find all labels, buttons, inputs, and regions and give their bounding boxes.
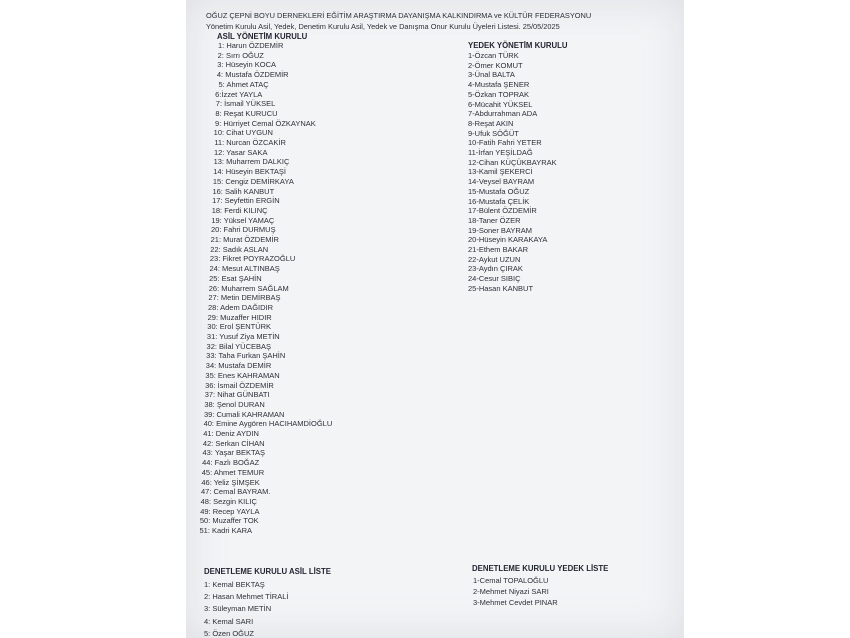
- member-item: 4: Mustafa ÖZDEMİR: [216, 70, 289, 80]
- member-item: 15: Cengiz DEMİRKAYA: [212, 176, 294, 186]
- member-item: 5-Özkan TOPRAK: [468, 89, 529, 99]
- member-item: 8-Reşat AKIN: [468, 118, 514, 128]
- member-item: 15-Mustafa OĞUZ: [468, 186, 530, 196]
- member-item: 34: Mustafa DEMİR: [205, 361, 272, 371]
- member-item: 7-Abdurrahman ADA: [468, 109, 538, 119]
- member-item: 20: Fahri DURMUŞ: [210, 225, 276, 235]
- member-item: 1: Kemal BEKTAŞ: [204, 580, 265, 589]
- member-item: 24-Cesur SIBIÇ: [468, 274, 521, 284]
- member-item: 14-Veysel BAYRAM: [468, 177, 535, 187]
- member-item: 8: Reşat KURUCU: [215, 108, 278, 118]
- member-item: 3-Mehmet Cevdet PINAR: [473, 598, 558, 607]
- member-item: 31: Yusuf Ziya METİN: [206, 332, 280, 341]
- member-item: 10: Cihat UYGUN: [213, 128, 273, 138]
- member-item: 25-Hasan KANBUT: [468, 283, 534, 293]
- member-item: 2: Hasan Mehmet TİRALİ: [204, 592, 289, 602]
- member-item: 4-Mustafa ŞENER: [468, 80, 530, 90]
- member-item: 19: Yüksel YAMAÇ: [211, 215, 275, 225]
- member-item: 22-Aykut UZUN: [468, 254, 521, 264]
- member-item: 12-Cihan KÜÇÜKBAYRAK: [468, 157, 557, 167]
- member-item: 6:İzzet YAYLA: [215, 89, 263, 99]
- member-item: 49: Recep YAYLA: [200, 506, 260, 516]
- member-item: 11-İrfan YEŞİLDAĞ: [468, 148, 533, 157]
- member-item: 35: Enes KAHRAMAN: [205, 370, 280, 380]
- yedek-board-title: YEDEK YÖNETİM KURULU: [468, 41, 568, 50]
- asil-board-title: ASİL YÖNETİM KURULU: [217, 32, 308, 41]
- member-item: 44: Fazlı BOĞAZ: [202, 458, 260, 468]
- member-item: 37: Nihat GÜNBATI: [204, 390, 270, 400]
- member-item: 5: Ahmet ATAÇ: [218, 79, 269, 89]
- member-item: 1-Özcan TÜRK: [468, 51, 519, 60]
- document-subtitle: Yönetim Kurulu Asil, Yedek, Denetim Kurulu Asil, Yedek ve Danışma Onur Kurulu Üyeleri Listesi. 25/05/2025: [206, 22, 560, 31]
- member-item: 3: Süleyman METİN: [204, 604, 272, 614]
- member-item: 13-Kamil ŞEKERCİ: [468, 167, 533, 177]
- member-item: 21: Murat ÖZDEMİR: [210, 235, 279, 244]
- member-item: 42: Serkan CİHAN: [202, 438, 265, 448]
- document-page: [186, 0, 684, 638]
- member-item: 3-Ünal BALTA: [468, 70, 515, 80]
- member-item: 4: Kemal SARI: [204, 616, 254, 626]
- member-item: 23: Fikret POYRAZOĞLU: [209, 254, 296, 264]
- member-item: 24: Mesut ALTINBAŞ: [209, 264, 280, 274]
- member-item: 36: İsmail ÖZDEMİR: [205, 380, 274, 390]
- member-item: 38: Şenol DURAN: [204, 399, 265, 409]
- member-item: 43: Yaşar BEKTAŞ: [202, 448, 265, 458]
- member-item: 51: Kadri KARA: [199, 526, 253, 535]
- member-item: 19-Soner BAYRAM: [468, 225, 533, 235]
- member-item: 32: Bilal YÜCEBAŞ: [206, 341, 272, 351]
- member-item: 47: Cemal BAYRAM.: [200, 487, 271, 497]
- member-item: 14: Hüseyin BEKTAŞİ: [213, 167, 287, 177]
- member-item: 25: Esat ŞAHİN: [209, 273, 262, 283]
- member-item: 20-Hüseyin KARAKAYA: [468, 235, 548, 245]
- member-item: 18: Ferdi KILINÇ: [211, 205, 268, 215]
- member-item: 39: Cumali KAHRAMAN: [203, 409, 285, 419]
- member-item: 26: Muharrem SAĞLAM: [208, 283, 289, 293]
- member-item: 2-Ömer KOMUT: [468, 60, 523, 70]
- member-item: 16: Salih KANBUT: [212, 186, 275, 196]
- member-item: 40: Emine Aygören HACIHAMDİOĞLU: [203, 419, 333, 429]
- member-item: 1: Harun ÖZDEMİR: [218, 41, 284, 50]
- member-item: 46: Yeliz ŞİMŞEK: [201, 477, 260, 487]
- member-item: 30: Erol ŞENTÜRK: [207, 322, 272, 332]
- member-item: 2: Sırrı OĞUZ: [217, 50, 264, 60]
- member-item: 5: Özen OĞUZ: [204, 628, 255, 638]
- member-item: 28: Adem DAĞIDIR: [208, 302, 274, 312]
- member-item: 11: Nurcan ÖZCAKİR: [214, 138, 286, 147]
- member-item: 3: Hüseyin KOCA: [217, 60, 277, 70]
- denetim-yedek-title: DENETLEME KURULU YEDEK LİSTE: [472, 564, 609, 573]
- member-item: 45: Ahmet TEMUR: [201, 467, 265, 477]
- member-item: 2-Mehmet Niyazi SARI: [473, 587, 549, 596]
- member-item: 21-Ethem BAKAR: [468, 245, 529, 254]
- member-item: 1-Cemal TOPALOĞLU: [473, 576, 549, 585]
- member-item: 12: Yasar SAKA: [213, 147, 268, 157]
- member-item: 9-Ufuk SÖĞÜT: [468, 128, 519, 138]
- member-item: 7: İsmail YÜKSEL: [215, 99, 276, 109]
- member-item: 29: Muzaffer HIDIR: [207, 312, 272, 322]
- member-item: 27: Metin DEMİRBAŞ: [208, 293, 281, 303]
- member-item: 10-Fatih Fahri YETER: [468, 138, 542, 148]
- member-item: 33: Taha Furkan ŞAHİN: [206, 351, 286, 361]
- member-item: 23-Aydın ÇIRAK: [468, 264, 523, 274]
- member-item: 18-Taner ÖZER: [468, 215, 521, 225]
- member-item: 9: Hürriyet Cemal ÖZKAYNAK: [215, 118, 316, 128]
- member-item: 50: Muzaffer TOK: [199, 516, 259, 526]
- denetim-asil-title: DENETLEME KURULU ASİL LİSTE: [204, 567, 331, 576]
- member-item: 48: Sezgin KILIÇ: [200, 496, 257, 506]
- federation-title: OĞUZ ÇEPNİ BOYU DERNEKLERİ EĞİTİM ARAŞTIRMA DAYANIŞMA KALKINDIRMA ve KÜLTÜR FEDERASYONU: [206, 11, 592, 20]
- member-item: 13: Muharrem DALKIÇ: [213, 157, 290, 167]
- member-item: 17: Seyfettin ERGİN: [212, 196, 280, 206]
- member-item: 16-Mustafa ÇELİK: [468, 196, 530, 206]
- member-item: 17-Bülent ÖZDEMİR: [468, 206, 537, 216]
- member-item: 41: Deniz AYDIN: [203, 429, 259, 438]
- member-item: 22: Sadık ASLAN: [210, 244, 269, 254]
- member-item: 6-Mücahit YÜKSEL: [468, 99, 533, 109]
